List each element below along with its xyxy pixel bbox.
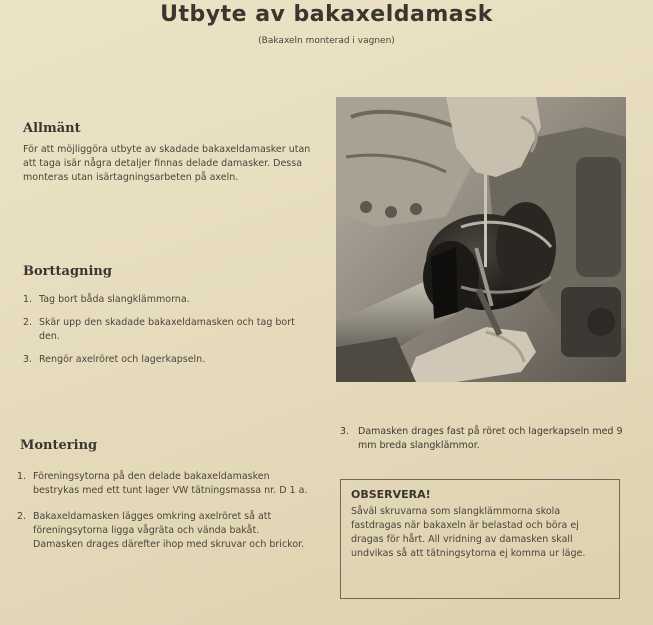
list-item-number: 3. xyxy=(23,354,33,365)
caption-number: 3. xyxy=(340,426,350,437)
caption-text: Damasken drages fast på röret och lagerkapseln med 9 mm breda slangklämmor. xyxy=(358,426,623,451)
section-heading-montering: Montering xyxy=(20,438,98,453)
page-title: Utbyte av bakaxeldamask xyxy=(160,2,493,27)
observera-box xyxy=(340,479,620,599)
list-item-number: 2. xyxy=(17,511,27,522)
list-item xyxy=(23,353,313,367)
section-heading-borttagning: Borttagning xyxy=(23,264,112,279)
list-item-number: 1. xyxy=(17,471,27,482)
list-item-text: Tag bort båda slangklämmorna. xyxy=(39,294,190,305)
list-item xyxy=(23,293,313,307)
list-item-number: 2. xyxy=(23,317,33,328)
page-subtitle: (Bakaxeln monterad i vagnen) xyxy=(258,36,395,46)
section-heading-allmant: Allmänt xyxy=(23,121,81,136)
list-item xyxy=(17,510,312,552)
list-item-text: Rengör axelröret och lagerkapseln. xyxy=(39,354,206,365)
note-text: Såväl skruvarna som slangklämmorna skola fastdragas när bakaxeln är belastad och böra ej dragas för hårt. All vridning av damasken skall undvikas så att tätningsytorna ej komma ur läge. xyxy=(351,506,586,559)
montering-list xyxy=(17,470,312,561)
axle-boot-photo xyxy=(336,97,626,382)
axle-boot-illustration xyxy=(336,97,626,382)
list-item-text: Föreningsytorna på den delade bakaxeldamasken bestrykas med ett tunt lager VW tätningsmassa nr. D 1 a. xyxy=(33,471,308,496)
allmant-text: För att möjliggöra utbyte av skadade bakaxeldamasker utan att taga isär några detaljer finnas delade damasker. Dessa monteras utan isärtagningsarbeten på axeln. xyxy=(23,144,311,183)
list-item-number: 1. xyxy=(23,294,33,305)
figure-caption xyxy=(340,425,630,453)
note-title: OBSERVERA! xyxy=(351,488,431,501)
list-item xyxy=(23,316,313,344)
borttagning-list xyxy=(23,293,313,376)
list-item-text: Skär upp den skadade bakaxeldamasken och tag bort den. xyxy=(39,317,295,342)
list-item xyxy=(17,470,312,498)
list-item-text: Bakaxeldamasken lägges omkring axelröret så att föreningsytorna ligga vågräta och vända bakåt. Damasken drages därefter ihop med skruvar och brickor. xyxy=(33,511,305,550)
